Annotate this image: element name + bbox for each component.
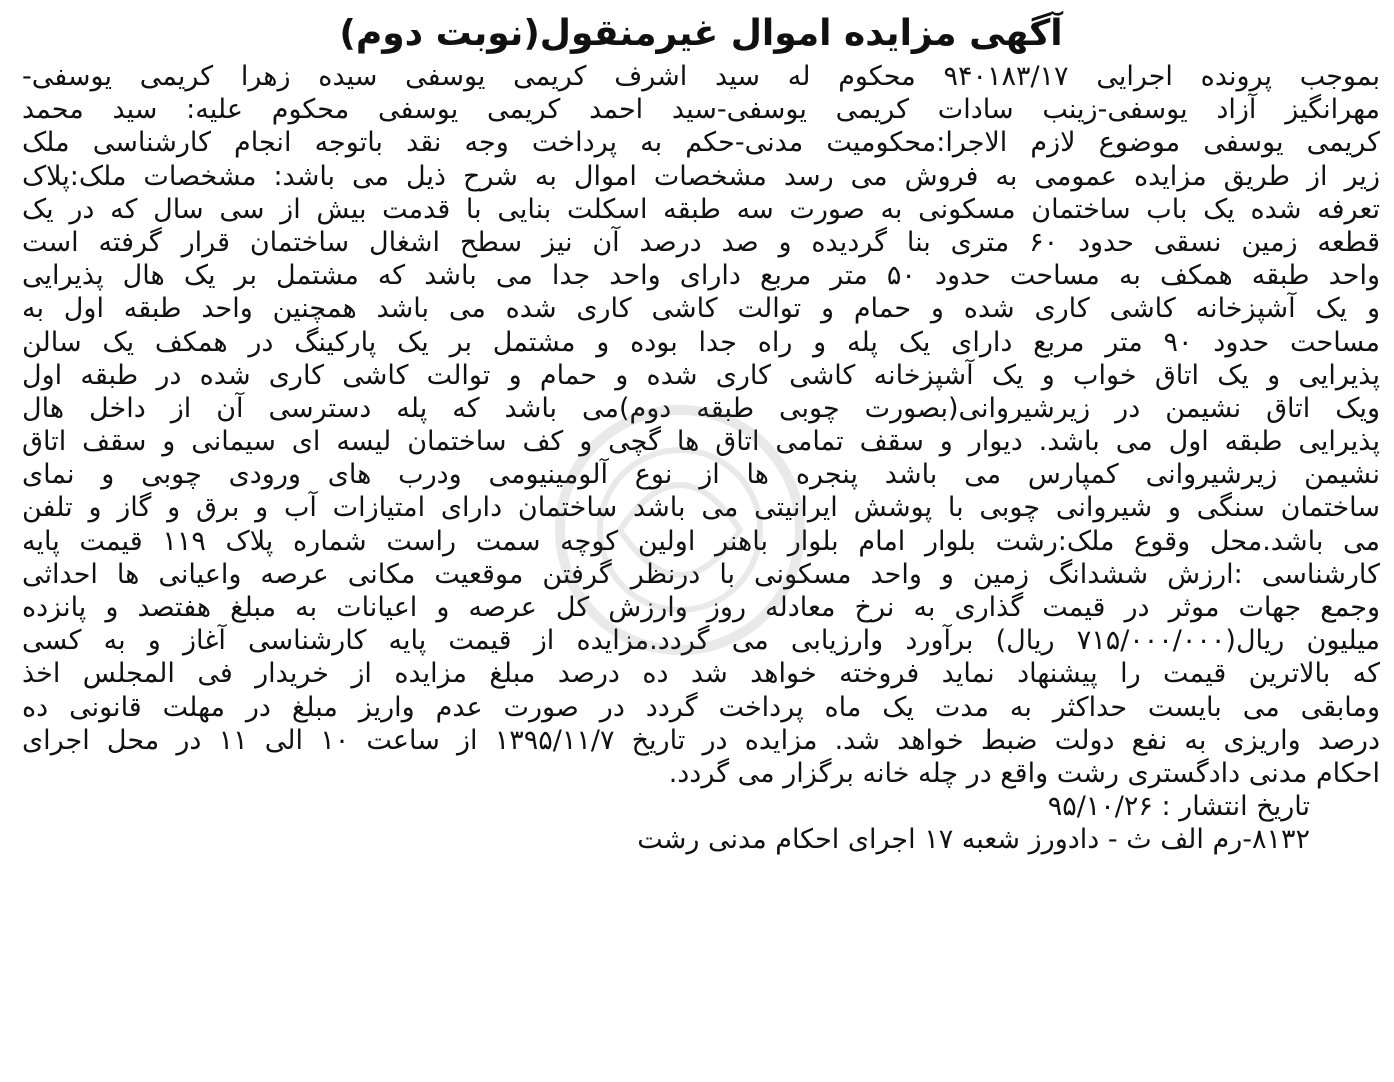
notice-line: احکام مدنی دادگستری رشت واقع در چله خانه برگزار می گردد.	[668, 757, 1380, 789]
notice-line: درصد واریزی به نفع دولت ضبط خواهد شد. مزایده در تاریخ ۱۳۹۵/۱۱/۷ از ساعت ۱۰ الی ۱۱ در محل اجرای	[22, 724, 1380, 756]
signature-line: ۸۱۳۲-رم الف ث - دادورز شعبه ۱۷ اجرای احکام مدنی رشت	[637, 824, 1310, 856]
notice-line: ساختمان سنگی و شیروانی چوبی با پوشش ایرانیتی می باشد ساختمان دارای امتیازات آب و برق و گاز و تلفن	[22, 492, 1380, 524]
notice-line: نشیمن زیرشیروانی کمپارس می باشد پنجره ها از نوع آلومینیومی ودرب های ورودی چوبی و نمای	[22, 459, 1380, 491]
notice-line: میلیون ریال(۷۱۵/۰۰۰/۰۰۰ ریال) برآورد وارزیابی می گردد.مزایده از قیمت پایه کارشناسی آغاز و به کسی	[22, 625, 1380, 657]
notice-line: وجمع جهات موثر در قیمت گذاری به نرخ معادله روز وارزش کل عرصه و اعیانات به مبلغ هفتصد و پانزده	[22, 592, 1380, 623]
publish-date: تاریخ انتشار : ۹۵/۱۰/۲۶	[1047, 791, 1310, 823]
notice-line: و یک آشپزخانه کاشی کاری شده و حمام و توالت کاشی کاری شده می باشد همچنین واحد طبقه اول به	[22, 293, 1380, 325]
notice-line: مهرانگیز آزاد یوسفی-زینب سادات کریمی یوسفی-سید احمد کریمی یوسفی محکوم علیه: سید محمد	[22, 94, 1380, 126]
notice-line: پذیرایی و یک اتاق خواب و یک آشپزخانه کاشی کاری شده و حمام و توالت کاشی کاری شده در طبقه اول	[22, 359, 1380, 391]
notice-title: آگهی مزایده اموال غیرمنقول(نوبت دوم)	[339, 13, 1063, 54]
notice-body	[22, 60, 1380, 790]
notice-line: تعرفه شده یک باب ساختمان مسکونی به صورت سه طبقه اسکلت بنایی با قدمت بیش از سی سال که در یک	[22, 193, 1380, 225]
notice-line: مساحت حدود ۹۰ متر مربع دارای یک پله و راه جدا بوده و مشتمل بر یک پارکینگ در همکف یک سالن	[22, 326, 1380, 358]
notice-line: که بالاترین قیمت را پیشنهاد نماید فروخته خواهد شد ده درصد مبلغ مزایده از خریدار فی المجلس اخذ	[22, 658, 1380, 690]
notice-line: ومابقی می بایست حداکثر به مدت یک ماه پرداخت گردد در صورت عدم واریز مبلغ در مهلت قانونی ده	[22, 691, 1380, 723]
notice-line: پذیرایی طبقه اول می باشد. دیوار و سقف تمامی اتاق ها گچی و کف ساختمان لیسه ای سیمانی و سقف اتاق	[22, 426, 1380, 458]
notice-line: کارشناسی :ارزش ششدانگ زمین و واحد مسکونی با درنظر گرفتن موقعیت مکانی عرصه واعیانی ها احداثی	[22, 558, 1380, 590]
notice-line: زیر از طریق مزایده عمومی به فروش می رسد مشخصات اموال به شرح ذیل می باشد: مشخصات ملک:پلاک	[22, 160, 1380, 192]
notice-line: بموجب پرونده اجرایی ۹۴۰۱۸۳/۱۷ محکوم له سید اشرف کریمی یوسفی سیده زهرا کریمی یوسفی-	[22, 61, 1380, 92]
notice-line: ویک اتاق نشیمن در زیرشیروانی(بصورت چوبی طبقه دوم)می باشد که پله دسترسی آن از داخل هال	[22, 392, 1380, 424]
notice-line: می باشد.محل وقوع ملک:رشت بلوار امام بلوار باهنر اولین کوچه سمت راست شماره پلاک ۱۱۹ قیمت پایه	[22, 525, 1380, 557]
notice-line: قطعه زمین نسقی حدود ۶۰ متری بنا گردیده و صد درصد آن نیز سطح اشغال ساختمان قرار گرفته است	[22, 226, 1380, 258]
notice-line: واحد طبقه همکف به مساحت حدود ۵۰ متر مربع دارای واحد جدا می باشد که مشتمل بر یک هال پذیرایی	[22, 260, 1380, 292]
notice-line: کریمی یوسفی موضوع لازم الاجرا:محکومیت مدنی-حکم به پرداخت وجه نقد باتوجه انجام کارشناسی ملک	[22, 127, 1380, 159]
